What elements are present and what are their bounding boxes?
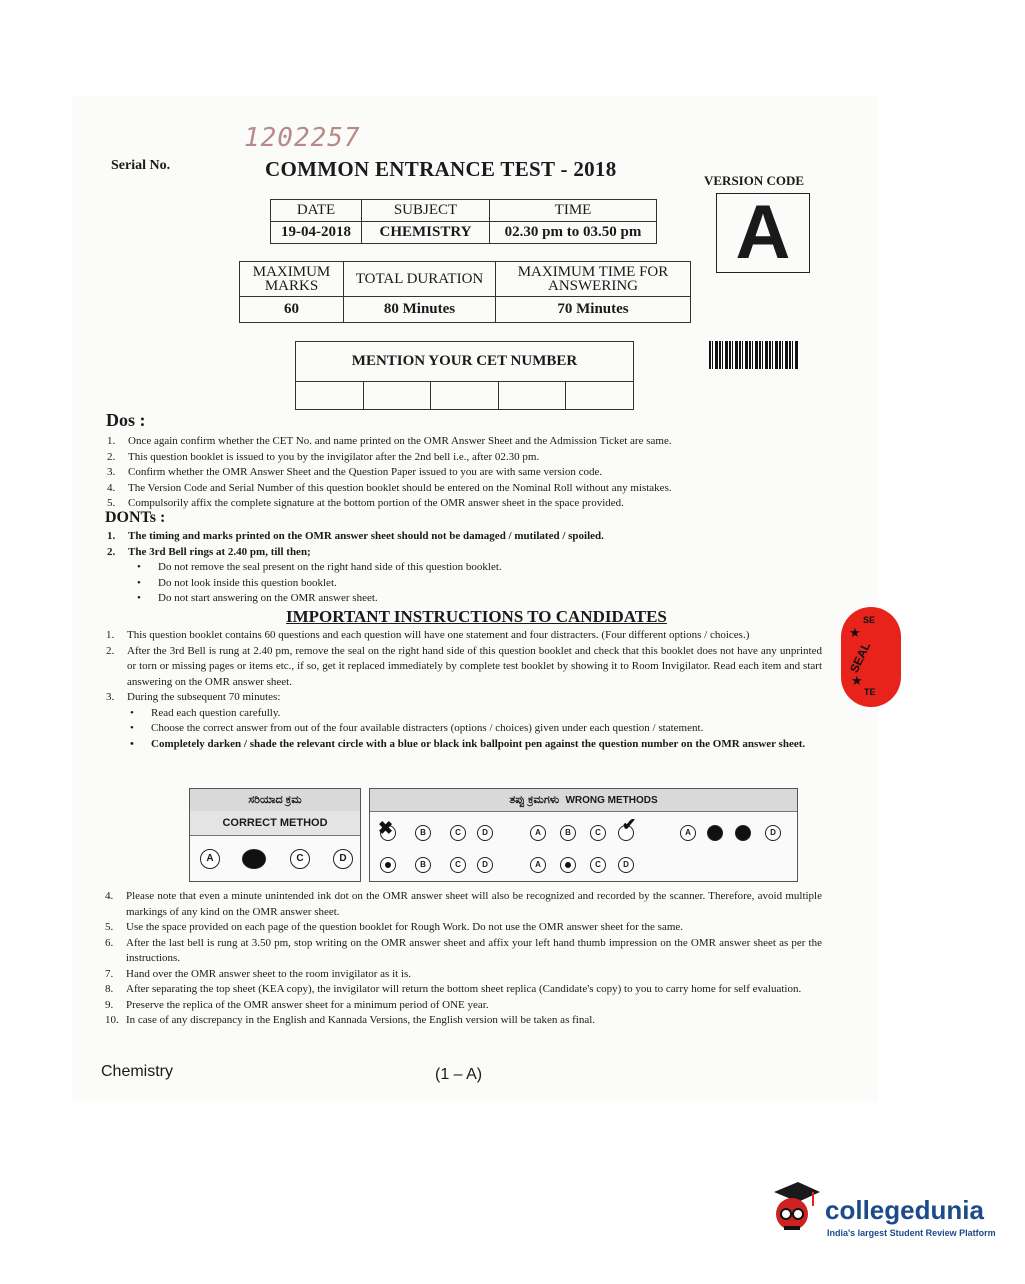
total-duration-header: TOTAL DURATION: [344, 262, 496, 297]
star-icon: ★: [849, 625, 861, 640]
correct-method-kannada: ಸರಿಯಾದ ಕ್ರಮ: [190, 789, 360, 812]
brand-name[interactable]: collegedunia: [825, 1195, 984, 1225]
date-value: 19-04-2018: [271, 222, 362, 244]
list-item: 2. The 3rd Bell rings at 2.40 pm, till then;: [107, 545, 311, 558]
omr-bubble: A: [530, 857, 546, 873]
instructions-heading: IMPORTANT INSTRUCTIONS TO CANDIDATES: [286, 607, 667, 626]
omr-bubble-dotted: [380, 857, 396, 873]
bullet-item: • Do not look inside this question booklet.: [137, 576, 827, 592]
omr-bubble: D: [477, 825, 493, 841]
brand-tagline: India's largest Student Review Platform: [827, 1228, 996, 1238]
max-time-value: 70 Minutes: [496, 297, 691, 323]
list-item: 6. After the last bell is rung at 3.50 pm, stop writing on the OMR answer sheet and affix your left hand thumb impression on the OMR answer sheet as per the instructions.: [105, 936, 822, 964]
list-item: 5. Compulsorily affix the complete signature at the bottom portion of the OMR answer sheet in the space provided.: [107, 497, 624, 509]
cet-cell: [364, 382, 432, 409]
correct-method-label: CORRECT METHOD: [190, 811, 360, 836]
subject-header: SUBJECT: [362, 200, 490, 222]
marks-table: [239, 261, 691, 323]
omr-bubble: C: [290, 849, 310, 869]
omr-bubble: A: [530, 825, 546, 841]
time-value: 02.30 pm to 03.50 pm: [490, 222, 657, 244]
cet-number-label: MENTION YOUR CET NUMBER: [351, 353, 578, 369]
serial-label: Serial No.: [111, 158, 171, 173]
seal-bottom-text: TE: [864, 687, 876, 697]
time-header: TIME: [490, 200, 657, 222]
list-item: [107, 560, 827, 607]
cet-cell: [431, 382, 499, 409]
omr-bubble: B: [415, 825, 431, 841]
omr-bubble: C: [450, 857, 466, 873]
instructions-list-continued: [105, 889, 822, 1029]
omr-bubble-dotted: [560, 857, 576, 873]
omr-bubble: D: [477, 857, 493, 873]
total-duration-value: 80 Minutes: [344, 297, 496, 323]
omr-bubble: B: [560, 825, 576, 841]
cet-cell: [566, 382, 633, 409]
footer-subject: Chemistry: [101, 1063, 174, 1080]
bullet-item: • Do not start answering on the OMR answer sheet.: [137, 591, 827, 607]
dos-heading: Dos :: [106, 410, 146, 430]
omr-wrong-methods: [369, 788, 798, 882]
list-item: 4. Please note that even a minute unintended ink dot on the OMR answer sheet will also be recognized and recorded by the scanner. Therefore, avoid multiple markings of any kind on the OMR answer sheet.: [105, 890, 822, 918]
list-item: 1. Once again confirm whether the CET No. and name printed on the OMR Answer Sheet and the Admission Ticket are same.: [107, 435, 672, 447]
donts-list: [107, 529, 827, 607]
cet-number-box: [295, 341, 634, 410]
seal: [841, 607, 901, 707]
barcode: [709, 341, 799, 369]
list-item: 2. This question booklet is issued to you by the invigilator after the 2nd bell i.e., after 02.30 pm.: [107, 450, 540, 463]
page-title: COMMON ENTRANCE TEST - 2018: [265, 157, 617, 181]
bullet-item: • Do not remove the seal present on the right hand side of this question booklet.: [137, 560, 827, 576]
list-item: 10. In case of any discrepancy in the English and Kannada Versions, the English version will be taken as final.: [105, 1014, 596, 1026]
omr-bubble-ticked: [618, 825, 634, 841]
exam-info-table: [270, 199, 657, 244]
omr-bubble: D: [618, 857, 634, 873]
list-item: 9. Preserve the replica of the OMR answer sheet for a minimum period of ONE year.: [105, 998, 489, 1011]
omr-bubble: C: [450, 825, 466, 841]
list-item: 1. The timing and marks printed on the OMR answer sheet should not be damaged / mutilated / spoiled.: [107, 530, 604, 542]
cet-cell: [499, 382, 567, 409]
max-marks-value: 60: [240, 297, 344, 323]
list-item: 5. Use the space provided on each page of the question booklet for Rough Work. Do not use the OMR answer sheet for the same.: [105, 921, 684, 933]
date-header: DATE: [271, 200, 362, 222]
omr-bubble: D: [333, 849, 353, 869]
bullet-item: • Choose the correct answer from out of the four available distracters (options / choices) given under each question / statement.: [130, 721, 822, 737]
list-item: 8. After separating the top sheet (KEA copy), the invigilator will return the bottom sheet replica (Candidate's copy) to you to carry home for self evaluation.: [105, 983, 802, 995]
dos-list: [107, 434, 827, 512]
star-icon: ★: [851, 673, 863, 688]
bullet-item: • Read each question carefully.: [130, 706, 822, 722]
omr-bubble: C: [590, 825, 606, 841]
list-item: 3. Confirm whether the OMR Answer Sheet and the Question Paper issued to you are with same version code.: [107, 466, 603, 478]
list-item: 3. During the subsequent 70 minutes:: [106, 691, 281, 703]
omr-bubble-filled: [735, 825, 751, 841]
list-item: 4. The Version Code and Serial Number of this question booklet should be entered on the Nominal Roll without any mistakes.: [107, 481, 672, 494]
instructions-list: [106, 628, 822, 752]
cet-cell: [296, 382, 364, 409]
serial-number: 1202257: [244, 123, 361, 153]
omr-bubble: A: [680, 825, 696, 841]
omr-bubble: D: [765, 825, 781, 841]
omr-bubble-filled: [707, 825, 723, 841]
footer-page-number: (1 – A): [435, 1066, 483, 1083]
list-item: 7. Hand over the OMR answer sheet to the room invigilator as it is.: [105, 967, 412, 980]
cet-number-cells: [296, 381, 633, 409]
version-code-box: A: [716, 193, 810, 273]
subject-value: CHEMISTRY: [362, 222, 490, 244]
omr-bubble: A: [200, 849, 220, 869]
omr-bubble-filled: [242, 849, 266, 869]
list-item: [106, 706, 822, 753]
omr-bubble: C: [590, 857, 606, 873]
version-code-label: VERSION CODE: [704, 173, 805, 188]
max-marks-header: MAXIMUM MARKS: [240, 262, 344, 297]
bullet-item: • Completely darken / shade the relevant circle with a blue or black ink ballpoint pen against the question number on the OMR answer sheet.: [130, 737, 822, 753]
omr-bubble: B: [415, 857, 431, 873]
donts-heading: DONTs :: [105, 509, 166, 526]
seal-text: SEAL: [847, 639, 874, 675]
omr-correct-method: [189, 788, 361, 882]
graduate-logo-icon: [768, 1180, 824, 1234]
max-time-header: MAXIMUM TIME FOR ANSWERING: [496, 262, 691, 297]
seal-top-text: SE: [863, 615, 876, 625]
list-item: 2. After the 3rd Bell is rung at 2.40 pm, remove the seal on the right hand side of this question booklet and check that this booklet does not have any unprinted or torn or missing pages or items etc., if so, get it replaced immediately by complete test booklet by showing it to Room Invigilator. Read each item and start answering on the OMR answer sheet.: [106, 644, 822, 688]
wrong-methods-label: ತಪ್ಪು ಕ್ರಮಗಳು WRONG METHODS: [370, 789, 797, 812]
omr-bubble-crossed: [380, 825, 396, 841]
list-item: 1. This question booklet contains 60 questions and each question will have one statement and four distracters. (Four different options / choices.): [106, 629, 750, 641]
